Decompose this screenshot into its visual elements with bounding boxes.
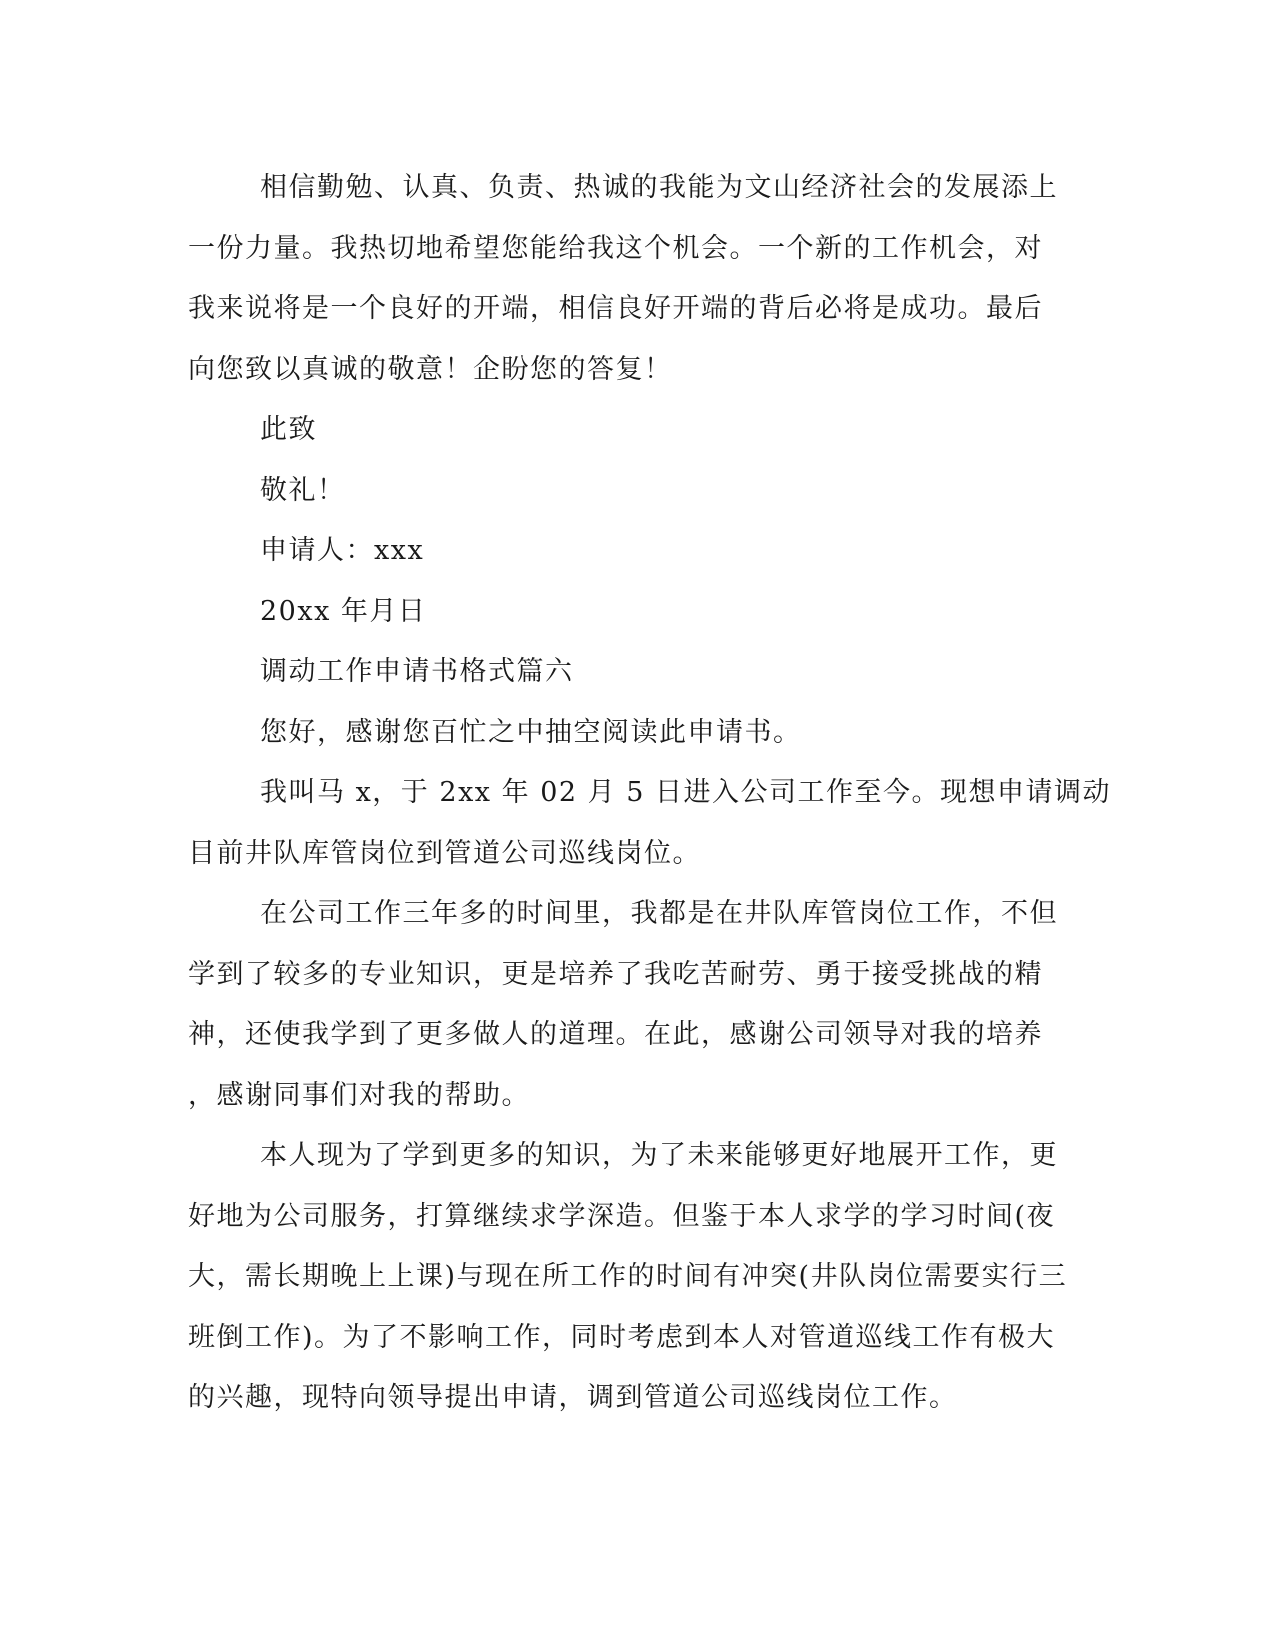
text-line: 学到了较多的专业知识，更是培养了我吃苦耐劳、勇于接受挑战的精	[188, 958, 1043, 990]
date-line	[188, 582, 1068, 643]
paragraph-experience	[188, 884, 1068, 1126]
text-line: 向您致以真诚的敬意！企盼您的答复！	[188, 353, 673, 385]
text-line: 申请人：xxx	[260, 535, 425, 566]
text-line: 敬礼！	[260, 474, 346, 506]
text-line: 此致	[260, 414, 317, 445]
document-body	[188, 158, 1111, 1429]
section-heading	[188, 642, 1068, 703]
paragraph-intro	[188, 763, 1111, 884]
text-line: 大，需长期晚上上课)与现在所工作的时间有冲突(井队岗位需要实行三	[188, 1261, 1068, 1292]
salutation-jingli	[188, 461, 1068, 522]
paragraph-reason	[188, 1126, 1068, 1429]
text-line: 一份力量。我热切地希望您能给我这个机会。一个新的工作机会，对	[188, 232, 1043, 264]
text-line: 相信勤勉、认真、负责、热诚的我能为文山经济社会的发展添上	[260, 172, 1058, 203]
text-line: 20xx 年月日	[260, 595, 427, 627]
text-line: 调动工作申请书格式篇六	[260, 656, 574, 687]
salutation-cizhi	[188, 400, 1068, 461]
greeting	[188, 703, 1068, 764]
text-line: ，感谢同事们对我的帮助。	[188, 1079, 530, 1111]
text-line: 目前井队库管岗位到管道公司巡线岗位。	[188, 837, 701, 869]
applicant-name	[188, 521, 1068, 582]
text-line: 好地为公司服务，打算继续求学深造。但鉴于本人求学的学习时间(夜	[188, 1200, 1056, 1232]
text-line: 您好，感谢您百忙之中抽空阅读此申请书。	[260, 716, 802, 748]
text-line: 的兴趣，现特向领导提出申请，调到管道公司巡线岗位工作。	[188, 1382, 958, 1413]
text-line: 我来说将是一个良好的开端，相信良好开端的背后必将是成功。最后	[188, 293, 1043, 324]
text-line: 在公司工作三年多的时间里，我都是在井队库管岗位工作，不但	[260, 898, 1058, 929]
text-line: 我叫马 x，于 2xx 年 02 月 5 日进入公司工作至今。现想申请调动	[260, 777, 1111, 808]
text-line: 本人现为了学到更多的知识，为了未来能够更好地展开工作，更	[260, 1140, 1058, 1171]
text-line: 班倒工作)。为了不影响工作，同时考虑到本人对管道巡线工作有极大	[188, 1321, 1056, 1353]
paragraph-closing	[188, 158, 1068, 400]
text-line: 神，还使我学到了更多做人的道理。在此，感谢公司领导对我的培养	[188, 1019, 1043, 1050]
